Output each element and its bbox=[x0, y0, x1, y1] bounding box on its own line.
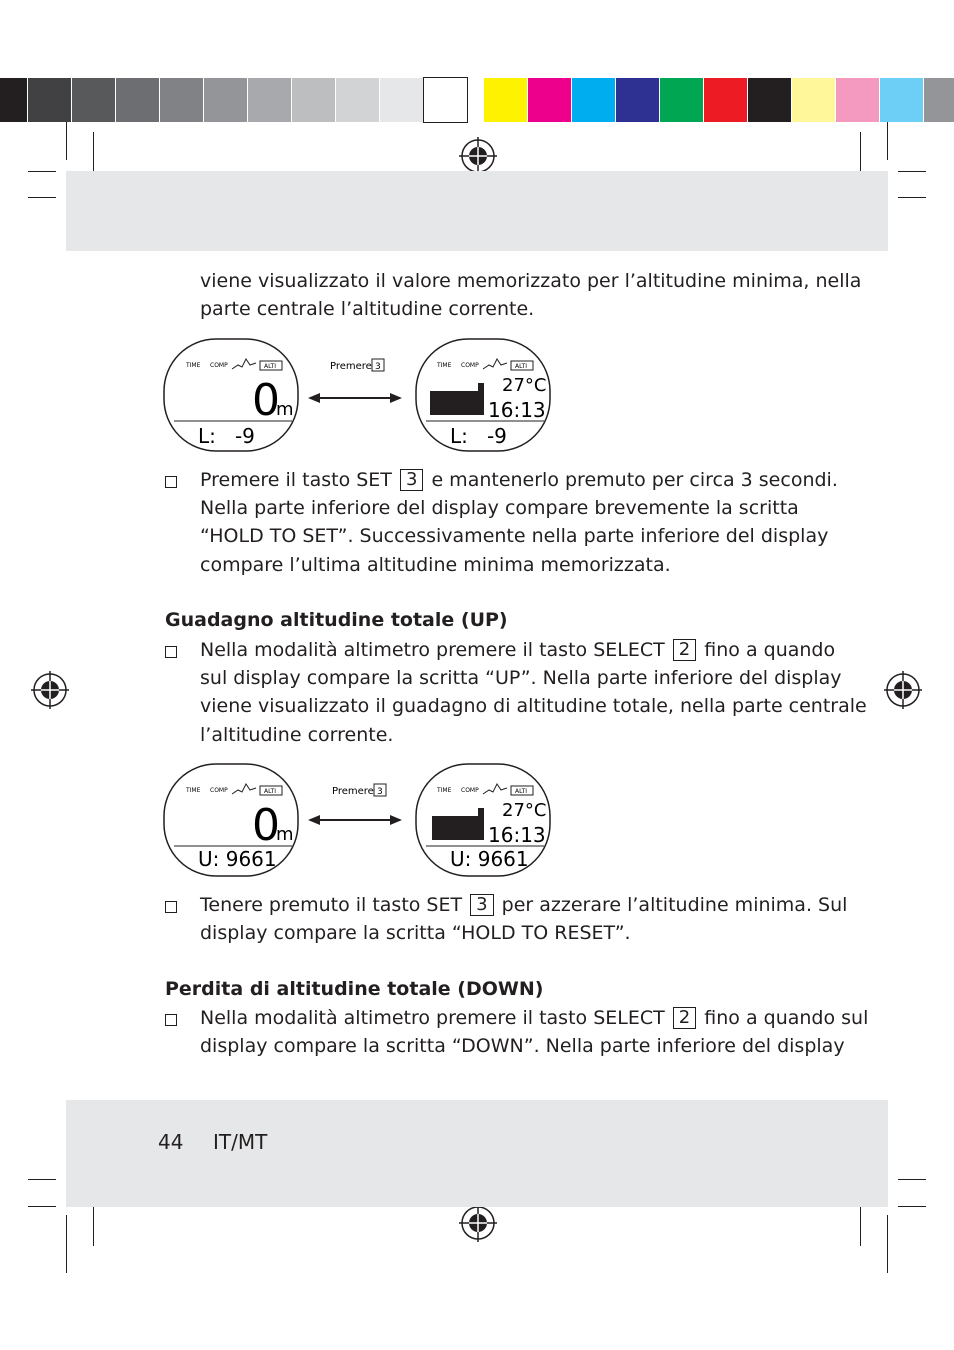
item-text: per azzerare l’altitudine minima. Sul bbox=[501, 894, 848, 916]
registration-mark-icon bbox=[31, 671, 69, 709]
key-number: 3 bbox=[377, 787, 383, 797]
item-line: viene visualizzato il guadagno di altitudine totale, nella parte centrale bbox=[200, 695, 867, 717]
crop-mark bbox=[898, 197, 926, 198]
item-line: display compare la scritta “DOWN”. Nella parte inferiore del display bbox=[200, 1035, 845, 1057]
press-label: Premere bbox=[330, 361, 372, 372]
item-line: compare l’ultima altitudine minima memorizzata. bbox=[200, 554, 671, 576]
gray-swatch bbox=[28, 78, 71, 122]
watch-figure-1 bbox=[160, 335, 560, 455]
watch-display-left bbox=[164, 339, 298, 451]
color-swatch bbox=[924, 78, 954, 122]
color-swatch bbox=[528, 78, 571, 122]
watch-display-right bbox=[416, 339, 550, 451]
color-swatch bbox=[836, 78, 879, 122]
registration-mark-icon bbox=[884, 671, 922, 709]
item-text: Premere il tasto SET bbox=[200, 469, 392, 491]
gray-swatch bbox=[336, 78, 379, 122]
gray-swatch bbox=[72, 78, 115, 122]
mode-alti-label: ALTI bbox=[264, 788, 277, 795]
item-line: “HOLD TO SET”. Successivamente nella parte inferiore del display bbox=[200, 525, 829, 547]
section-heading: Perdita di altitudine totale (DOWN) bbox=[165, 978, 544, 1000]
crop-mark bbox=[898, 1179, 926, 1180]
item-line: Nella parte inferiore del display compare brevemente la scritta bbox=[200, 497, 799, 519]
key-badge: 3 bbox=[400, 469, 423, 491]
bar-graph-block bbox=[430, 391, 484, 415]
mode-alti-label: ALTI bbox=[515, 788, 528, 795]
crop-mark bbox=[28, 1179, 56, 1180]
color-swatch bbox=[616, 78, 659, 122]
mode-comp-label: COMP bbox=[461, 362, 479, 369]
key-number: 3 bbox=[375, 362, 381, 372]
crop-mark bbox=[898, 1206, 926, 1207]
crop-mark bbox=[28, 171, 56, 172]
crop-mark bbox=[898, 171, 926, 172]
color-swatch bbox=[792, 78, 835, 122]
altitude-value: 0 bbox=[252, 800, 280, 851]
color-swatch bbox=[572, 78, 615, 122]
crop-mark bbox=[28, 1206, 56, 1207]
watch-diagram bbox=[160, 760, 560, 880]
item-line: display compare la scritta “HOLD TO RESET”. bbox=[200, 922, 631, 944]
bullet-checkbox-icon bbox=[165, 476, 177, 488]
bottom-readout: U: 9661 bbox=[450, 847, 529, 871]
locale-label: IT/MT bbox=[213, 1130, 268, 1154]
key-badge: 3 bbox=[470, 894, 493, 916]
bottom-readout: U: 9661 bbox=[198, 847, 277, 871]
gray-swatch bbox=[248, 78, 291, 122]
gray-swatch bbox=[424, 78, 467, 122]
item-text: e mantenerlo premuto per circa 3 secondi. bbox=[431, 469, 838, 491]
crop-mark bbox=[887, 122, 888, 160]
altitude-value: 0 bbox=[252, 375, 280, 426]
page-number: 44 bbox=[158, 1130, 184, 1154]
item-text: fino a quando bbox=[704, 639, 836, 661]
footer-band bbox=[66, 1100, 888, 1207]
temperature-readout: 27°C bbox=[502, 800, 547, 821]
registration-mark-icon bbox=[459, 1204, 497, 1242]
watch-display-left bbox=[164, 764, 298, 876]
header-band bbox=[66, 171, 888, 251]
crop-mark bbox=[28, 197, 56, 198]
bottom-readout: L: -9 bbox=[198, 424, 255, 448]
color-swatch bbox=[484, 78, 527, 122]
mode-alti-label: ALTI bbox=[264, 363, 277, 370]
temperature-readout: 27°C bbox=[502, 375, 547, 396]
key-badge: 2 bbox=[673, 639, 696, 661]
crop-mark bbox=[887, 1215, 888, 1273]
color-swatch bbox=[660, 78, 703, 122]
gray-swatch bbox=[380, 78, 423, 122]
watch-diagram bbox=[160, 335, 560, 455]
color-swatch bbox=[704, 78, 747, 122]
bar-graph-block bbox=[432, 816, 484, 840]
clock-readout: 16:13 bbox=[488, 398, 546, 422]
color-swatch bbox=[748, 78, 791, 122]
watch-display-right bbox=[416, 764, 550, 876]
item-line bbox=[200, 1004, 868, 1033]
mode-comp-label: COMP bbox=[210, 362, 228, 369]
crop-mark bbox=[66, 1215, 67, 1273]
bullet-checkbox-icon bbox=[165, 901, 177, 913]
altitude-unit: m bbox=[276, 399, 294, 420]
mode-alti-label: ALTI bbox=[515, 363, 528, 370]
gray-swatch bbox=[160, 78, 203, 122]
press-label: Premere bbox=[332, 786, 374, 797]
bottom-readout: L: -9 bbox=[450, 424, 507, 448]
item-line bbox=[200, 891, 847, 920]
mode-time-label: TIME bbox=[186, 787, 201, 794]
item-line bbox=[200, 466, 838, 495]
bullet-checkbox-icon bbox=[165, 646, 177, 658]
watch-figure-2 bbox=[160, 760, 560, 880]
mode-comp-label: COMP bbox=[210, 787, 228, 794]
item-text: Nella modalità altimetro premere il tasto SELECT bbox=[200, 1007, 665, 1029]
gray-swatch bbox=[292, 78, 335, 122]
item-text: Nella modalità altimetro premere il tasto SELECT bbox=[200, 639, 665, 661]
item-line bbox=[200, 636, 835, 665]
gray-swatch bbox=[204, 78, 247, 122]
section-heading: Guadagno altitudine totale (UP) bbox=[165, 609, 508, 631]
gray-swatch bbox=[0, 78, 27, 122]
mode-time-label: TIME bbox=[186, 362, 201, 369]
color-swatch bbox=[880, 78, 923, 122]
key-badge: 2 bbox=[673, 1007, 696, 1029]
mode-time-label: TIME bbox=[437, 362, 452, 369]
crop-mark bbox=[66, 122, 67, 160]
item-line: sul display compare la scritta “UP”. Nella parte inferiore del display bbox=[200, 667, 842, 689]
item-text: Tenere premuto il tasto SET bbox=[200, 894, 463, 916]
altitude-unit: m bbox=[276, 824, 294, 845]
intro-line: viene visualizzato il valore memorizzato per l’altitudine minima, nella bbox=[200, 270, 862, 292]
mode-comp-label: COMP bbox=[461, 787, 479, 794]
clock-readout: 16:13 bbox=[488, 823, 546, 847]
intro-line: parte centrale l’altitudine corrente. bbox=[200, 298, 535, 320]
item-line: l’altitudine corrente. bbox=[200, 724, 394, 746]
bullet-checkbox-icon bbox=[165, 1014, 177, 1026]
item-text: fino a quando sul bbox=[704, 1007, 869, 1029]
gray-swatch bbox=[116, 78, 159, 122]
mode-time-label: TIME bbox=[437, 787, 452, 794]
registration-mark-icon bbox=[459, 137, 497, 175]
